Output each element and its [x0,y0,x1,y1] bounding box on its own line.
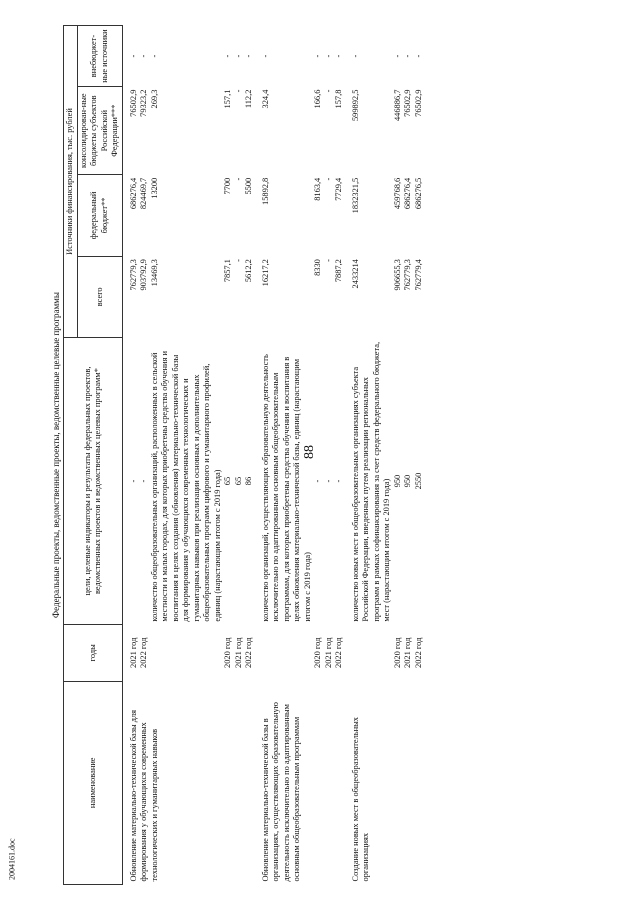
federal-cell: 459768,6 [392,177,402,210]
year-cell: 2021 год [323,637,333,668]
rotated-page-content [50,25,632,885]
program-table [50,25,424,885]
regional-cell: - [323,89,333,93]
year-cell: 2020 год [392,637,402,668]
indicator-value: - [323,479,333,483]
federal-cell: 1832321,5 [350,177,360,214]
federal-cell: 8163,4 [313,177,323,201]
indicator-value: 65 [223,476,233,486]
year-cell: 2021 год [233,637,243,668]
total-cell: 16217,2 [260,259,270,287]
federal-cell: 13200 [149,177,159,199]
federal-cell: 686276,4 [403,177,413,210]
total-cell: - [233,259,243,262]
federal-cell: 7700 [223,177,233,195]
total-cell: 906655,3 [392,259,402,291]
year-cell: 2022 год [244,637,254,668]
regional-cell: 157,8 [334,89,344,109]
extra-cell: - [149,54,159,58]
regional-cell: 269,3 [149,89,159,109]
indicator-text: количество общеобразовательных организаций, расположенных в сельской местности и малых городах, для которых приобретены средства обучения и воспитания в целях создания (обновления) материально-технической базы для формирования у обучающихся современных технологических и гуманитарных навыков при реализации основных и дополнительных общеобразовательных программ цифрового и гуманитарного профилей, единиц (нарастающим итогом с 2019 года) [149,351,222,622]
col-header-regional: консолидирован-ные бюджеты субъектов Российской Федерации*** [77,87,122,175]
federal-cell: 686276,5 [413,177,423,210]
total-cell: 5612,2 [244,259,254,283]
extra-cell: - [244,54,254,58]
extra-cell: - [128,54,138,58]
extra-cell: - [139,54,149,58]
indicator-value: 86 [244,476,254,486]
col-header-federal: федеральный бюджет** [77,175,122,256]
file-name: 2004161.doc [7,838,17,880]
total-cell: 8330 [313,259,323,276]
year-cell: 2020 год [223,637,233,668]
regional-cell: 166,6 [313,89,323,109]
regional-cell: 76502,9 [128,89,138,117]
year-cell: 2022 год [413,637,423,668]
federal-cell: 7729,4 [334,177,344,201]
indicator-value: 950 [403,474,413,488]
table-row [223,26,234,885]
page-number: 88 [302,445,317,459]
extra-cell: - [403,54,413,58]
regional-cell: 76502,9 [403,89,413,117]
federal-cell: - [323,177,333,181]
table-row [129,26,140,885]
extra-cell: - [334,54,344,58]
col-header-extra: внебюджет-ные источники [77,26,122,87]
col-header-total: всего [77,256,122,337]
total-cell: 7887,2 [334,259,344,283]
year-cell: 2022 год [139,637,149,668]
section-name: Создание новых мест в общеобразовательных организациях [350,717,371,882]
federal-cell: - [233,177,243,181]
total-cell: 762779,3 [128,259,138,291]
indicator-text: количество новых мест в общеобразовательных организациях субъекта Российской Федерации, введенных путем реализации региональных программ в рамках софинансирования за счет средств федерального бюджета, мест (нарастающим итогом с 2019 года) [350,341,392,622]
indicator-value: 950 [392,474,402,488]
total-cell: 13469,3 [149,259,159,287]
year-cell: 2021 год [403,637,413,668]
extra-cell: - [313,54,323,58]
table-row [234,26,245,885]
total-cell: 7857,1 [223,259,233,283]
section-name: Обновление материально-технической базы в организациях, осуществляющих образовательную деятельность исключительно по адаптированным основным общеобразовательным программам [260,702,302,882]
regional-cell: 79323,2 [139,89,149,117]
indicator-value: - [334,479,344,483]
table-row [244,26,255,885]
col-header-funding-group: Источники финансирования, тыс. рублей [64,26,78,338]
extra-cell: - [223,54,233,58]
total-cell: 903792,9 [139,259,149,291]
indicator-value: - [313,479,323,483]
extra-cell: - [350,54,360,58]
extra-cell: - [413,54,423,58]
table-title: Федеральные проекты, ведомственные проекты, ведомственные целевые программы [50,26,64,885]
section-name: Обновление материально-технической базы для формирования у обучающихся современных технологических и гуманитарных навыков [128,709,159,882]
regional-cell: 112,2 [244,89,254,109]
total-cell: - [323,259,333,262]
federal-cell: 686276,4 [128,177,138,210]
federal-cell: 824469,7 [139,177,149,210]
col-header-goals: цели, целевые индикаторы и результаты федеральных проектов, ведомственных проектов и ведомственных целевых программ* [64,338,123,625]
federal-cell: 5500 [244,177,254,195]
col-header-name: наименование [64,681,123,884]
year-cell: 2020 год [313,637,323,668]
regional-cell: 157,1 [223,89,233,109]
extra-cell: - [260,54,270,58]
regional-cell: 599892,5 [350,89,360,121]
regional-cell: 446886,7 [392,89,402,121]
indicator-cell: - [139,479,149,483]
year-cell: 2021 год [128,637,138,668]
regional-cell: 324,4 [260,89,270,109]
table-row [261,26,314,885]
extra-cell: - [233,54,243,58]
total-cell: 762779,3 [403,259,413,291]
col-header-years: годы [64,625,123,682]
total-cell: 762779,4 [413,259,423,291]
total-cell: 2433214 [350,259,360,289]
indicator-text: количество организаций, осуществляющих образовательную деятельность исключительно по адаптированным основным общеобразовательным программам, для которых приобретены средства обучения и воспитания в целях обновления материально-технической базы, единиц (нарастающим итогом с 2019 года) [260,354,312,622]
indicator-cell: - [128,479,138,483]
indicator-value: 65 [233,476,243,486]
indicator-value: 2550 [413,472,423,490]
extra-cell: - [392,54,402,58]
federal-cell: 15892,8 [260,177,270,205]
regional-cell: - [233,89,243,93]
extra-cell: - [323,54,333,58]
year-cell: 2022 год [334,637,344,668]
table-row [351,26,393,885]
regional-cell: 76502,9 [413,89,423,117]
program-table-sheet [50,25,632,885]
